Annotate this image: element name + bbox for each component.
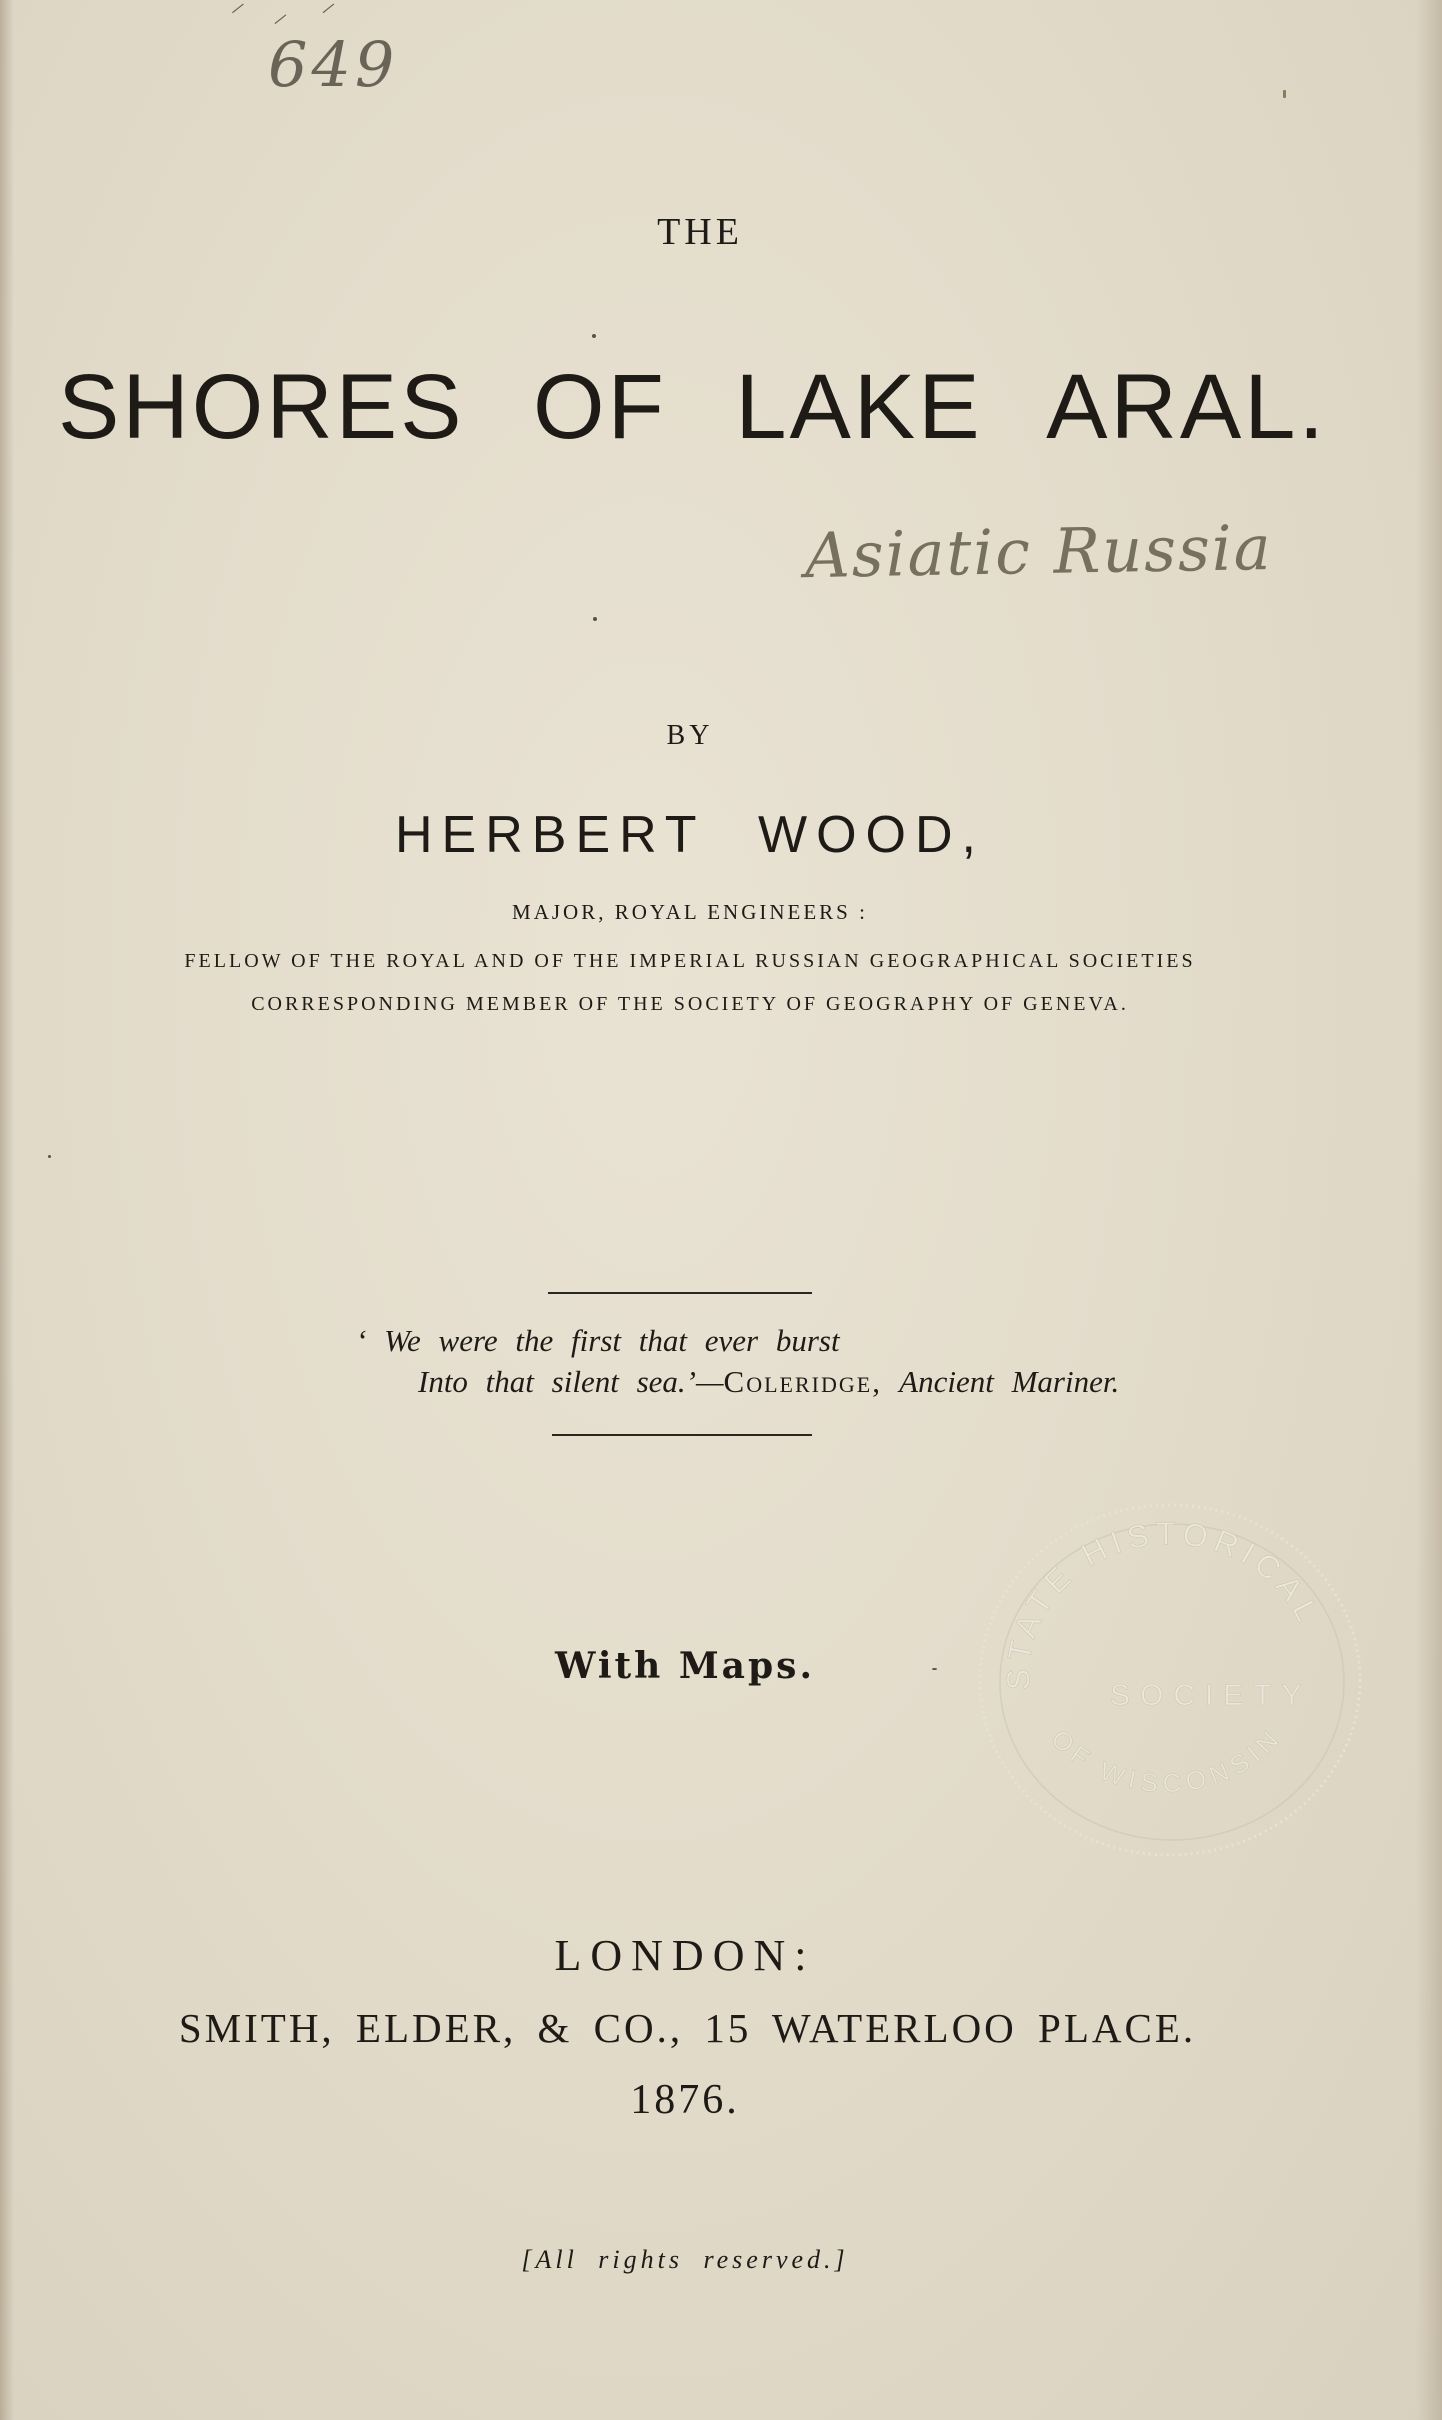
byline-label: BY [666, 720, 714, 751]
imprint-year: 1876. [630, 2077, 740, 2123]
epigraph-line-2 [418, 1364, 1119, 1400]
author-credential-rank: MAJOR, ROYAL ENGINEERS : [512, 900, 868, 924]
stamp-text-top: STATE HISTORICAL [999, 1515, 1329, 1691]
paper-speck [593, 617, 597, 621]
rights-notice: [All rights reserved.] [521, 2245, 849, 2274]
epigraph-rule-bottom [552, 1434, 812, 1436]
epigraph-work: Ancient Mariner. [899, 1364, 1120, 1399]
stamp-text-bottom: OF WISCONSIN [1045, 1720, 1289, 1799]
paper-speck [592, 334, 596, 338]
paper-speck [48, 1155, 51, 1158]
imprint-city: LONDON: [554, 1931, 816, 1980]
epigraph-author: Coleridge, [723, 1364, 882, 1399]
handwritten-subject-note: Asiatic Russia [804, 510, 1274, 593]
stamp-text-middle: SOCIETY [1110, 1679, 1312, 1712]
paper-speck [1283, 90, 1286, 98]
book-title: SHORES OF LAKE ARAL. [57, 356, 1328, 458]
imprint-publisher: SMITH, ELDER, & CO., 15 WATERLOO PLACE. [178, 2005, 1197, 2051]
author-credential-fellowship: FELLOW OF THE ROYAL AND OF THE IMPERIAL RUSSIAN GEOGRAPHICAL SOCIETIES [184, 950, 1196, 972]
page-edge-shadow-right [1416, 0, 1442, 2420]
handwritten-top-marks: ⸍ ⸝ ⸍ [228, 0, 344, 29]
svg-text:STATE HISTORICAL [1000, 1515, 1328, 1690]
paper-speck [932, 1668, 937, 1670]
epigraph-quote-text: Into that silent sea.’— [418, 1364, 724, 1399]
author-credential-membership: CORRESPONDING MEMBER OF THE SOCIETY OF GEOGRAPHY OF GENEVA. [251, 993, 1129, 1015]
epigraph-rule-top [548, 1292, 812, 1294]
embossed-library-stamp [960, 1490, 1370, 1860]
svg-text:OF WISCONSIN [1045, 1721, 1288, 1799]
with-maps-note: With Maps. [555, 1645, 815, 1687]
title-article: THE [657, 211, 743, 253]
handwritten-shelf-number: 649 [268, 28, 399, 101]
epigraph-line-1: ‘ We were the first that ever burst [356, 1323, 840, 1358]
author-name: HERBERT WOOD, [394, 806, 985, 864]
